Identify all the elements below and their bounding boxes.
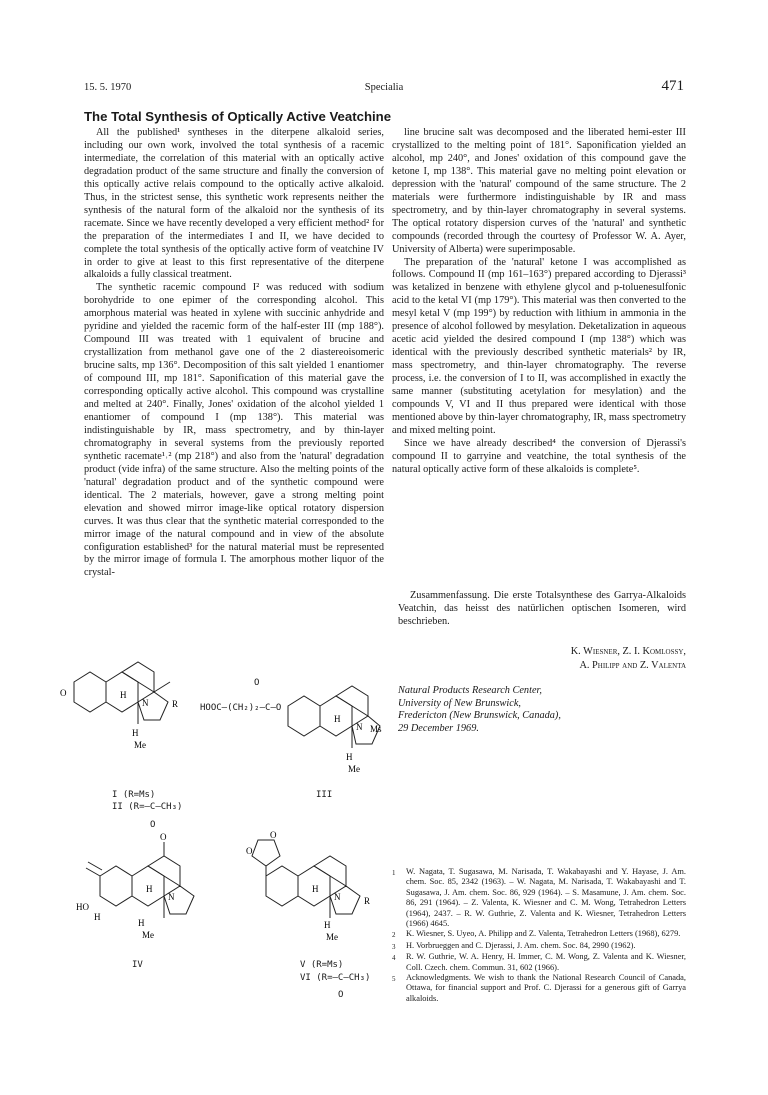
page-number: 471	[661, 78, 684, 94]
atom-Ms: Ms	[370, 724, 382, 734]
atom-N: N	[334, 892, 341, 902]
ref-number: 4	[392, 954, 396, 963]
atom-H: H	[146, 884, 153, 894]
structure-III	[258, 672, 388, 782]
ref-number: 3	[392, 942, 396, 951]
journal-section: Specialia	[364, 82, 404, 93]
zusammenfassung: Zusammenfassung. Die erste Totalsynthese des Garrya-Alkaloids Veatchin, das heisst des natürlichen optischen Isomeren, wird beschrieben.	[398, 590, 686, 627]
affiliation-line: University of New Brunswick,	[398, 697, 521, 709]
atom-H: H	[312, 884, 319, 894]
paragraph: Since we have already described⁴ the conversion of Djerassi's compound II to garryine and veatchine, the total synthesis of the natural optically active form of these alkaloids is complete⁵.	[392, 437, 686, 475]
label-V: V (R=Ms)	[300, 960, 344, 970]
author-line: K. Wiesner, Z. I. Komlossy,	[570, 646, 686, 657]
atom-O: O	[60, 688, 67, 698]
label-II-sub: O	[150, 820, 156, 830]
article-title: The Total Synthesis of Optically Active Veatchine	[84, 109, 392, 124]
III-carbonyl-O: O	[254, 678, 260, 688]
ref-text: H. Vorbrueggen and C. Djerassi, J. Am. chem. Soc. 84, 2990 (1962).	[406, 940, 636, 950]
atom-N: N	[142, 698, 149, 708]
atom-N: N	[356, 722, 363, 732]
atom-H: H	[334, 714, 341, 724]
atom-H: H	[324, 920, 331, 930]
ref-text: W. Nagata, T. Sugasawa, M. Narisada, T. Wakabayashi and Y. Hayase, J. Am. chem. Soc. 85, 2342 (1963). – W. Nagata, M. Narisada, T. Wakabayashi and T. Sugasawa, J. Am. chem. Soc. 86, 929 (1964). – S. Masamune, J. Am. chem. Soc. 86, 291 (1964). – Z. Valenta, K. Wiesner and C. M. Wong, Tetrahedron Letters (1964), 2437. – R. W. Guthrie, Z. Valenta and K. Wiesner, Tetrahedron Letters (1966) 4645.	[406, 867, 686, 929]
atom-Me: Me	[134, 740, 146, 750]
reference	[392, 973, 686, 1004]
atom-HO: HO	[76, 902, 89, 912]
reference	[392, 867, 686, 929]
structure-IV	[72, 830, 222, 950]
label-III: III	[316, 790, 333, 800]
label-VI-sub: O	[338, 990, 344, 1000]
reference	[392, 941, 686, 952]
atom-R: R	[364, 896, 371, 906]
atom-H: H	[94, 912, 101, 922]
paragraph: The preparation of the 'natural' ketone I was accomplished as follows. Compound II (mp 161–163°) prepared according to Djerassi³ was ketalized in benzene with ethylene glycol and p-toluenesulfonic acid to the ketal VI (mp 179°). This material was then converted to the mesyl ketal V (mp 199°) by reduction with lithium in ammonia in the presence of alcohol followed by mesylation. Deketalization in aqueous acetic acid yielded the desired compound I (mp 138°) which was identical with the previously described synthetic materials² by IR, mass spectrometry, and thin-layer chromatography. The reverse process, i.e. the conversion of I to II, was accomplished in exactly the same manner (substituting acetylation for mesylation) and the compounds V, VI and II thus prepared were identical with those mentioned above by thin-layer chromatography, IR, mass spectrometry and mixed melting point.	[392, 256, 686, 436]
reference	[392, 952, 686, 973]
atom-Me: Me	[142, 930, 154, 940]
ref-number: 5	[392, 975, 396, 984]
ref-number: 2	[392, 931, 396, 940]
authors	[398, 645, 686, 672]
affiliation-line: Natural Products Research Center,	[398, 685, 542, 696]
atom-O: O	[160, 832, 167, 842]
paragraph: line brucine salt was decomposed and the liberated hemi-ester III crystallized to the melting point of 181°. Saponification yielded an alcohol, mp 240°, and Jones' oxidation of this compound gave the ketone I, mp 138°. This material gave no melting point elevation or depression with the 'natural' compound of the same structure. The 2 materials were furthermore indistinguishable by IR and mass spectrometry, and by thin-layer chromatography in several systems. The optical rotatory dispersion curves of the 'natural' and synthetic compounds (recorded through the courtesy of Professor W. A. Ayer, University of Alberta) were superimposable.	[392, 127, 686, 255]
ref-number: 1	[392, 869, 396, 877]
atom-H: H	[346, 752, 353, 762]
author-line: A. Philipp and Z. Valenta	[579, 659, 686, 671]
atom-O: O	[270, 830, 277, 840]
affiliation-line: 29 December 1969.	[398, 722, 479, 734]
reference	[392, 929, 686, 940]
structure-I	[60, 650, 200, 770]
ref-text: K. Wiesner, S. Uyeo, A. Philipp and Z. Valenta, Tetrahedron Letters (1968), 6279.	[406, 929, 681, 939]
label-VI: VI (R=–C–CH₃)	[300, 973, 371, 983]
left-column	[84, 127, 384, 580]
paragraph: The synthetic racemic compound I² was reduced with sodium borohydride to one epimer of the corresponding alcohol. This amorphous material was heated in xylene with succinic anhydride and pyridine and yielded the racemic form of the half-ester III (mp 188°). Compound III was treated with 1 equivalent of brucine and crystallization from methanol gave one of the 2 diastereoisomeric brucine salts, mp 136°. Decomposition of this salt yielded 1 enantiomer of compound III, mp 181°. Saponification of this material gave the corresponding optically active alcohol. This compound was crystalline and melted at 240°. Finally, Jones' oxidation of the alcohol yielded 1 enantiomer of compound I (mp 138°). This material was indistinguishable by IR, mass spectrometry, and by thin-layer chromatography in several systems from the previously reported synthetic racemate¹˒² (mp 218°) and also from the 'natural' degradation product (vide infra) of the same structure. Also the melting points of the 'natural' degradation product and of the synthetic compound were identical. The 2 materials, however, gave a strong melting point elevation and showed mirror image-like optical rotatory dispersion curves. It was thus clear that the synthetic material corresponded to the mirror image of the natural compound and in view of the absolute configuration established³ for the natural material must be represented by the mirror image of formula I. The amorphous mother liquor of the crystal-	[84, 282, 384, 579]
atom-O: O	[246, 846, 253, 856]
atom-R: R	[172, 699, 179, 709]
structure-V	[234, 830, 384, 950]
issue-date: 15. 5. 1970	[84, 82, 132, 93]
right-column	[392, 127, 686, 477]
atom-H: H	[138, 918, 145, 928]
atom-H: H	[120, 690, 127, 700]
affiliation-line: Fredericton (New Brunswick, Canada),	[398, 710, 561, 722]
atom-Me: Me	[348, 764, 360, 774]
label-II: II (R=–C–CH₃)	[112, 802, 183, 812]
label-I: I (R=Ms)	[112, 790, 156, 800]
label-IV: IV	[132, 960, 143, 970]
affiliation	[398, 685, 686, 735]
III-acid-chain: HOOC–(CH₂)₂–C–O	[200, 703, 282, 713]
references	[392, 867, 686, 1004]
ref-text: Acknowledgments. We wish to thank the National Research Council of Canada, Ottawa, for financial support and Prof. C. Djerassi for a generous gift of Garrya alkaloids.	[406, 973, 686, 1003]
atom-N: N	[168, 892, 175, 902]
atom-Me: Me	[326, 932, 338, 942]
paragraph: All the published¹ syntheses in the diterpene alkaloid series, including our own work, involved the total synthesis of a racemic intermediate, the correlation of this material with an optically active degradation product of the same structure and finally the conversion of this optically active relais compound to the optically active alkaloid. Thus, in the strictest sense, this synthetic work represents neither the synthesis of the natural form of the alkaloid nor the synthesis of its racemate. Since we have recently developed a very efficient method² for the preparation of the intermediates I and II, we have decided to complete the total synthesis of the optically active form of veatchine IV in order to give at least to this first representative of the diterpene alkaloids a fully classical treatment.	[84, 127, 384, 281]
ref-text: R. W. Guthrie, W. A. Henry, H. Immer, C. M. Wong, Z. Valenta and K. Wiesner, Coll. Czech. chem. Commun. 31, 602 (1966).	[406, 952, 686, 972]
atom-H: H	[132, 728, 139, 738]
